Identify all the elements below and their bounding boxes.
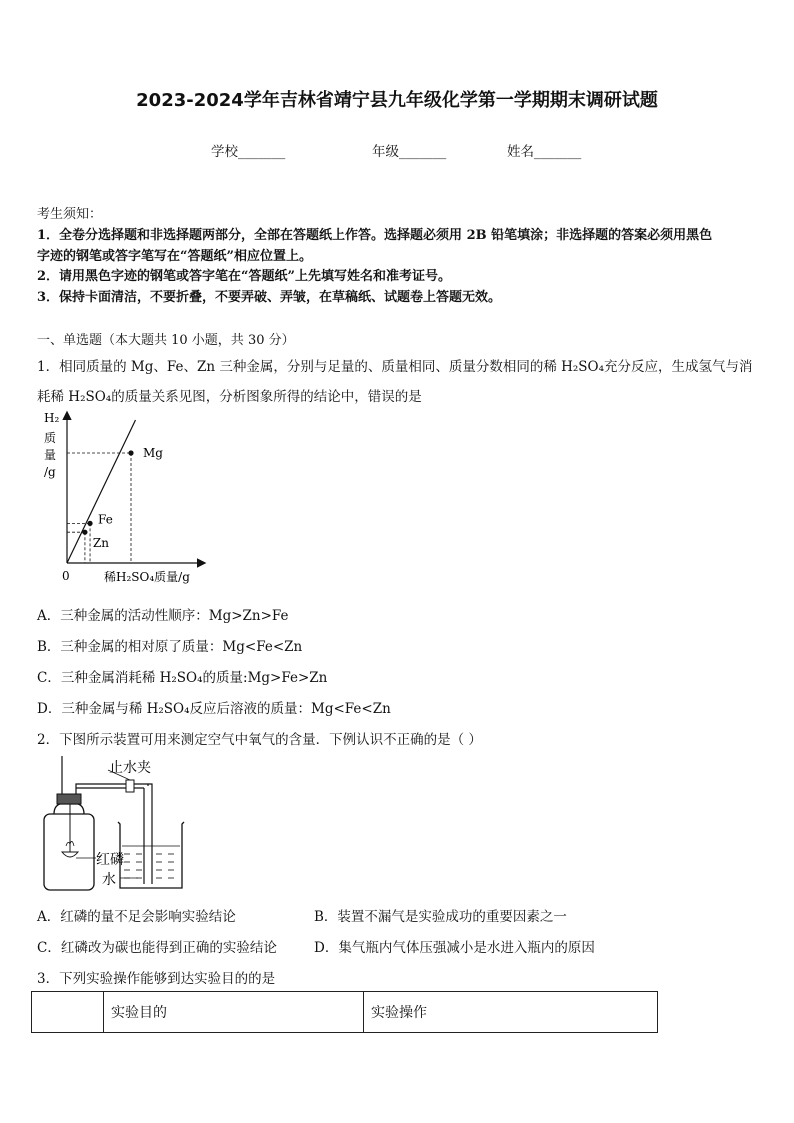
clip-label: 止水夹 [109, 760, 151, 776]
x-axis-label: 稀H₂SO₄质量/g [104, 570, 190, 584]
point-fe [87, 521, 92, 526]
table-header-cell: 实验操作 [364, 992, 658, 1033]
name-label: 姓名 [507, 144, 534, 160]
table-row [32, 992, 658, 1033]
page-title: 2023-2024学年吉林省靖宁县九年级化学第一学期期末调研试题 [136, 90, 658, 111]
q3-stem: 3．下列实验操作能够到达实验目的的是 [37, 971, 276, 987]
name-blank: _______ [534, 144, 582, 160]
notice-heading: 考生须知： [37, 207, 103, 222]
grade-label: 年级 [372, 144, 399, 160]
water-surface [122, 846, 180, 878]
q2-option-d: D．集气瓶内气体压强减小是水进入瓶内的原因 [314, 940, 595, 956]
q1-stem-line-2: 耗稀 H₂SO₄的质量关系见图，分析图象所得的结论中，错误的是 [37, 389, 422, 405]
point-zn [82, 530, 87, 535]
y-axis-label [44, 411, 59, 479]
school-blank: _______ [238, 144, 286, 160]
q1-option-d: D．三种金属与稀 H₂SO₄反应后溶液的质量：Mg<Fe<Zn [37, 701, 391, 717]
q2-option-c: C．红磷改为碳也能得到正确的实验结论 [37, 940, 277, 956]
section-heading: 一、单选题（本大题共 10 小题，共 30 分） [37, 333, 295, 348]
notice-item-2: 2．请用黑色字迹的钢笔或答字笔在“答题纸”上先填写姓名和准考证号。 [37, 269, 452, 284]
origin-label: 0 [62, 569, 70, 583]
point-label-zn: Zn [92, 536, 109, 551]
point-label-fe: Fe [98, 512, 113, 527]
plot-area [67, 420, 163, 563]
notice-item-1-line-2: 字迹的钢笔或答字笔写在“答题纸”相应位置上。 [37, 249, 312, 264]
grade-field [372, 140, 446, 160]
notice-item-3: 3．保持卡面清洁，不要折叠，不要弄破、弄皱，在草稿纸、试题卷上答题无效。 [37, 290, 502, 305]
q1-option-b: B．三种金属的相对原了质量：Mg<Fe<Zn [37, 639, 303, 655]
q2-apparatus-figure [40, 754, 200, 894]
notice-item-1-line-1: 1．全卷分选择题和非选择题两部分，全部在答题纸上作答。选择题必须用 2B 铅笔填涂；非选择题的答案必须用黑色 [37, 228, 713, 243]
grade-blank: _______ [399, 144, 447, 160]
school-field [211, 140, 285, 160]
point-label-mg: Mg [143, 446, 163, 460]
q1-option-a: A．三种金属的活动性顺序：Mg>Zn>Fe [37, 608, 289, 624]
q1-stem-line-1: 1．相同质量的 Mg、Fe、Zn 三种金属，分别与足量的、质量相同、质量分数相同的稀 H₂SO₄充分反应，生成氢气与消 [37, 359, 753, 375]
y-axis-label-line: H₂ [44, 411, 60, 425]
stopper [57, 794, 81, 804]
q1-option-c: C．三种金属消耗稀 H₂SO₄的质量:Mg>Fe>Zn [37, 670, 328, 686]
table-header-cell [32, 992, 104, 1033]
q3-table [31, 991, 658, 1033]
water-label: 水 [102, 872, 116, 888]
school-label: 学校 [211, 144, 238, 160]
q2-option-b: B．装置不漏气是实验成功的重要因素之一 [314, 909, 567, 925]
y-axis-label-line: /g [44, 465, 56, 479]
q2-stem: 2．下图所示装置可用来测定空气中氧气的含量．下例认识不正确的是（ ） [37, 732, 482, 748]
red-phosphorus-label: 红磷 [96, 852, 124, 868]
y-axis-label-line: 质 [44, 431, 57, 445]
name-field [507, 140, 581, 160]
point-mg [128, 450, 133, 455]
table-header-cell: 实验目的 [104, 992, 364, 1033]
q1-chart [36, 408, 236, 590]
q2-option-a: A．红磷的量不足会影响实验结论 [37, 909, 236, 925]
y-axis-label-line: 量 [44, 448, 57, 462]
water-stop-clip [126, 780, 134, 792]
